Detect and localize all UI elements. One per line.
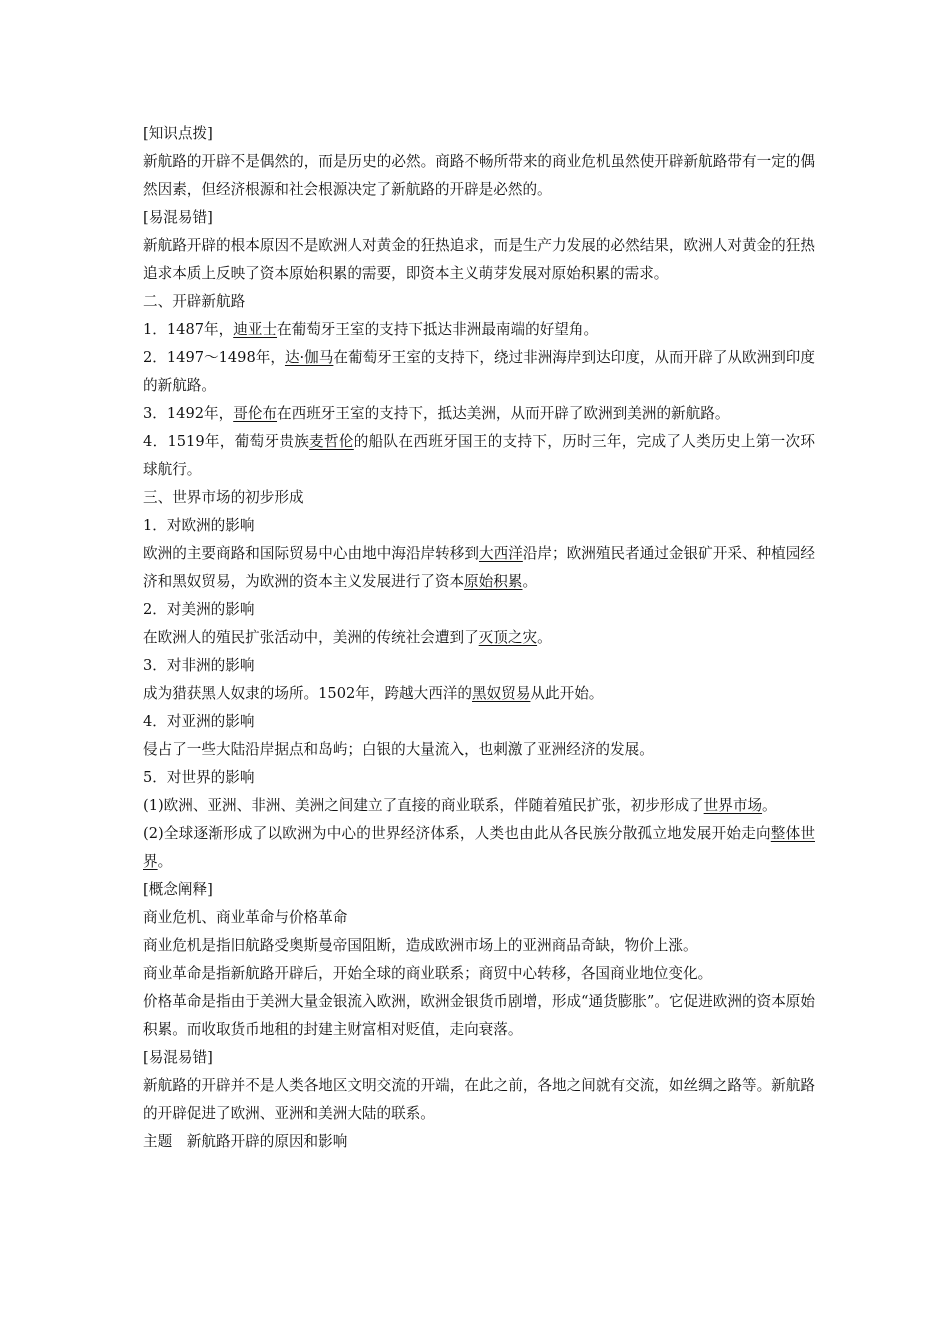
item-text: 。: [762, 797, 777, 814]
underlined-name: 哥伦布: [233, 405, 278, 422]
list-item-magellan: [143, 428, 815, 484]
paragraph-knowledge: 新航路的开辟不是偶然的，而是历史的必然。商路不畅所带来的商业危机虽然使开辟新航路带有一定的偶然因素，但经济根源和社会根源决定了新航路的开辟是必然的。: [143, 153, 815, 198]
item-text: 3．1492年，: [143, 405, 234, 422]
item-text: 成为猎获黑人奴隶的场所。1502年，跨越大西洋的: [143, 685, 473, 702]
underlined-term: 大西洋: [479, 545, 523, 562]
paragraph-world-2: [143, 820, 815, 876]
concept-commercial-crisis: 商业危机是指旧航路受奥斯曼帝国阻断，造成欧洲市场上的亚洲商品奇缺，物价上涨。: [143, 937, 698, 954]
underlined-name: 达·伽马: [284, 349, 334, 366]
concept-commercial-revolution: 商业革命是指新航路开辟后，开始全球的商业联系；商贸中心转移，各国商业地位变化。: [143, 965, 713, 982]
item-text: 。: [157, 853, 173, 870]
paragraph-asia: 侵占了一些大陆沿岸据点和岛屿；白银的大量流入，也刺激了亚洲经济的发展。: [143, 741, 654, 758]
item-text: 。: [537, 629, 552, 646]
heading-world-market: 三、世界市场的初步形成: [143, 489, 304, 506]
item-text: 在西班牙王室的支持下，抵达美洲，从而开辟了欧洲到美洲的新航路。: [277, 405, 730, 422]
subheading-europe: 1．对欧洲的影响: [143, 517, 255, 534]
subheading-asia: 4．对亚洲的影响: [143, 713, 255, 730]
paragraph-confusion: 新航路开辟的根本原因不是欧洲人对黄金的狂热追求，而是生产力发展的必然结果，欧洲人对黄金的狂热追求本质上反映了资本原始积累的需要，即资本主义萌芽发展对原始积累的需求。: [143, 237, 815, 282]
section-tag-confusion-2: [易混易错]: [143, 1049, 213, 1066]
underlined-term: 黑奴贸易: [472, 685, 531, 702]
item-text: 的船队在西班牙国王的支持下，历时三年，完成了人类历史上第一次环球航行。: [143, 433, 815, 478]
underlined-name: 麦哲伦: [309, 433, 354, 450]
paragraph-confusion-2: 新航路的开辟并不是人类各地区文明交流的开端，在此之前，各地之间就有交流，如丝绸之路等。新航路的开辟促进了欧洲、亚洲和美洲大陆的联系。: [143, 1077, 815, 1122]
underlined-term: 整体世界: [143, 825, 815, 870]
item-text: 2．1497～1498年，: [143, 349, 285, 366]
underlined-term: 原始积累: [464, 573, 523, 590]
section-tag-confusion: [易混易错]: [143, 209, 213, 226]
subheading-americas: 2．对美洲的影响: [143, 601, 255, 618]
underlined-term: 世界市场: [703, 797, 763, 814]
subheading-world: 5．对世界的影响: [143, 769, 255, 786]
item-text: 欧洲的主要商路和国际贸易中心由地中海沿岸转移到: [143, 545, 479, 562]
list-item-dias: [143, 316, 815, 344]
item-text: 。: [522, 573, 538, 590]
subheading-africa: 3．对非洲的影响: [143, 657, 255, 674]
item-text: (1)欧洲、亚洲、非洲、美洲之间建立了直接的商业联系，伴随着殖民扩张，初步形成了: [143, 797, 704, 814]
paragraph-world-1: [143, 792, 815, 820]
paragraph-europe: [143, 540, 815, 596]
list-item-da-gama: [143, 344, 815, 400]
section-tag-knowledge: [知识点拨]: [143, 125, 213, 142]
item-text: 沿岸；欧洲殖民者通过金银矿开采、种植园经济和黑奴贸易，为欧洲的资本主义发展进行了资本: [143, 545, 815, 590]
heading-new-routes: 二、开辟新航路: [143, 293, 246, 310]
paragraph-africa: [143, 680, 815, 708]
paragraph-americas: [143, 624, 815, 652]
list-item-columbus: [143, 400, 815, 428]
topic-heading: 主题 新航路开辟的原因和影响: [143, 1133, 348, 1150]
underlined-term: 灭顶之灾: [478, 629, 538, 646]
concept-title: 商业危机、商业革命与价格革命: [143, 909, 348, 926]
item-text: 从此开始。: [530, 685, 604, 702]
item-text: 4．1519年，葡萄牙贵族: [143, 433, 310, 450]
item-text: 在葡萄牙王室的支持下，绕过非洲海岸到达印度，从而开辟了从欧洲到印度的新航路。: [143, 349, 815, 394]
concept-price-revolution: 价格革命是指由于美洲大量金银流入欧洲，欧洲金银货币剧增，形成“通货膨胀”。它促进欧洲的资本原始积累。而收取货币地租的封建主财富相对贬值，走向衰落。: [143, 993, 815, 1038]
underlined-name: 迪亚士: [233, 321, 278, 338]
item-text: 在欧洲人的殖民扩张活动中，美洲的传统社会遭到了: [143, 629, 479, 646]
item-text: 在葡萄牙王室的支持下抵达非洲最南端的好望角。: [277, 321, 599, 338]
section-tag-concept: [概念阐释]: [143, 881, 213, 898]
document-body: [143, 120, 815, 1156]
item-text: (2)全球逐渐形成了以欧洲为中心的世界经济体系，人类也由此从各民族分散孤立地发展开始走向: [143, 825, 771, 842]
item-text: 1．1487年，: [143, 321, 234, 338]
